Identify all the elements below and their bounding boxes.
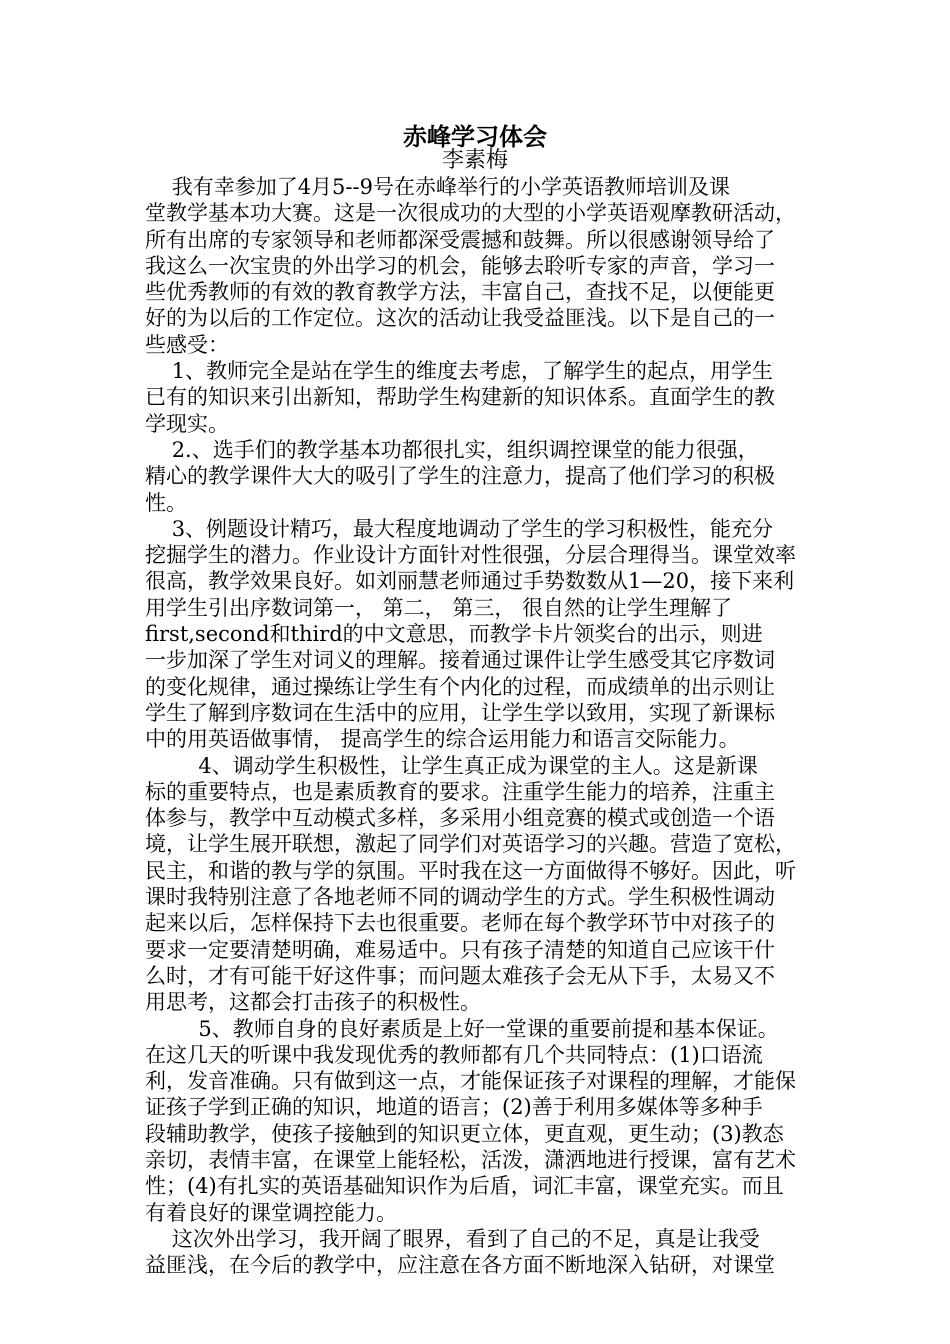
text-line: 一步加深了学生对词义的理解。接着通过课件让学生感受其它序数词 [145,648,775,673]
text-line: 的变化规律，通过操练让学生有个内化的过程，而成绩单的出示则让 [145,674,775,699]
text-line: 4、调动学生积极性，让学生真正成为课堂的主人。这是新课 [145,753,758,778]
text-line: 挖掘学生的潜力。作业设计方面针对性很强，分层合理得当。课堂效率 [145,543,796,568]
text-line: 我这么一次宝贵的外出学习的机会，能够去聆听专家的声音，学习一 [145,253,775,278]
text-line: 起来以后，怎样保持下去也很重要。老师在每个教学环节中对孩子的 [145,911,775,936]
text-line: 证孩子学到正确的知识，地道的语言；(2)善于利用多媒体等多种手 [145,1095,763,1120]
text-line: 境，让学生展开联想，激起了同学们对英语学习的兴趣。营造了宽松， [145,832,796,857]
text-line: 精心的教学课件大大的吸引了学生的注意力，提高了他们学习的积极 [145,464,775,489]
text-line: 3、例题设计精巧，最大程度地调动了学生的学习积极性，能充分 [145,516,774,541]
text-line: 很高，教学效果良好。如刘丽慧老师通过手势数数从1—20，接下来利 [145,569,795,594]
text-line: 所有出席的专家领导和老师都深受震撼和鼓舞。所以很感谢领导给了 [145,227,775,252]
text-line: 2.、选手们的教学基本功都很扎实，组织调控课堂的能力很强， [145,437,759,462]
text-line: 已有的知识来引出新知，帮助学生构建新的知识体系。直面学生的教 [145,385,775,410]
text-line: 学现实。 [145,411,229,436]
text-line: 在这几天的听课中我发现优秀的教师都有几个共同特点：(1)口语流 [145,1042,763,1067]
text-line: 有着良好的课堂调控能力。 [145,1200,397,1225]
author-name: 李素梅 [441,148,508,173]
text-line: 些优秀教师的有效的教育教学方法，丰富自己，查找不足，以便能更 [145,280,775,305]
document-title: 赤峰学习体会 [403,123,547,151]
text-line: 性；(4)有扎实的英语基础知识作为后盾，词汇丰富，课堂充实。而且 [145,1174,784,1199]
text-line: 么时，才有可能干好这件事；而问题太难孩子会无从下手，太易又不 [145,963,775,988]
text-line: first,second和third的中文意思，而教学卡片领奖台的出示，则进 [145,622,763,647]
text-line: 性。 [145,490,187,515]
text-line: 用学生引出序数词第一， 第二， 第三， 很自然的让学生理解了 [145,595,733,620]
text-line: 用思考，这都会打击孩子的积极性。 [145,990,481,1015]
text-line: 些感受： [145,332,229,357]
text-line: 5、教师自身的良好素质是上好一堂课的重要前提和基本保证。 [145,1016,779,1041]
text-line: 民主，和谐的教与学的氛围。平时我在这一方面做得不够好。因此，听 [145,858,796,883]
text-line: 标的重要特点，也是素质教育的要求。注重学生能力的培养，注重主 [145,779,775,804]
text-line: 堂教学基本功大赛。这是一次很成功的大型的小学英语观摩教研活动， [145,201,796,226]
text-line: 学生了解到序数词在生活中的应用，让学生学以致用，实现了新课标 [145,700,775,725]
text-line: 要求一定要清楚明确，难易适中。只有孩子清楚的知道自己应该干什 [145,937,775,962]
text-line: 段辅助教学，使孩子接触到的知识更立体，更直观，更生动；(3)教态 [145,1121,784,1146]
text-line: 益匪浅，在今后的教学中，应注意在各方面不断地深入钻研，对课堂 [145,1253,775,1278]
text-line: 我有幸参加了4月5--9号在赤峰举行的小学英语教师培训及课 [145,175,730,199]
text-line: 亲切，表情丰富，在课堂上能轻松，活泼，潇洒地进行授课，富有艺术 [145,1147,796,1172]
text-line: 中的用英语做事情， 提高学生的综合运用能力和语言交际能力。 [145,727,740,752]
text-line: 体参与，教学中互动模式多样，多采用小组竞赛的模式或创造一个语 [145,806,775,831]
document-body [145,174,815,1278]
text-line: 利，发音准确。只有做到这一点，才能保证孩子对课程的理解，才能保 [145,1069,796,1094]
text-line: 好的为以后的工作定位。这次的活动让我受益匪浅。以下是自己的一 [145,306,775,331]
text-line: 这次外出学习，我开阔了眼界，看到了自己的不足，真是让我受 [145,1226,760,1251]
text-line: 课时我特别注意了各地老师不同的调动学生的方式。学生积极性调动 [145,885,775,910]
text-line: 1、教师完全是站在学生的维度去考虑，了解学生的起点，用学生 [145,359,774,384]
